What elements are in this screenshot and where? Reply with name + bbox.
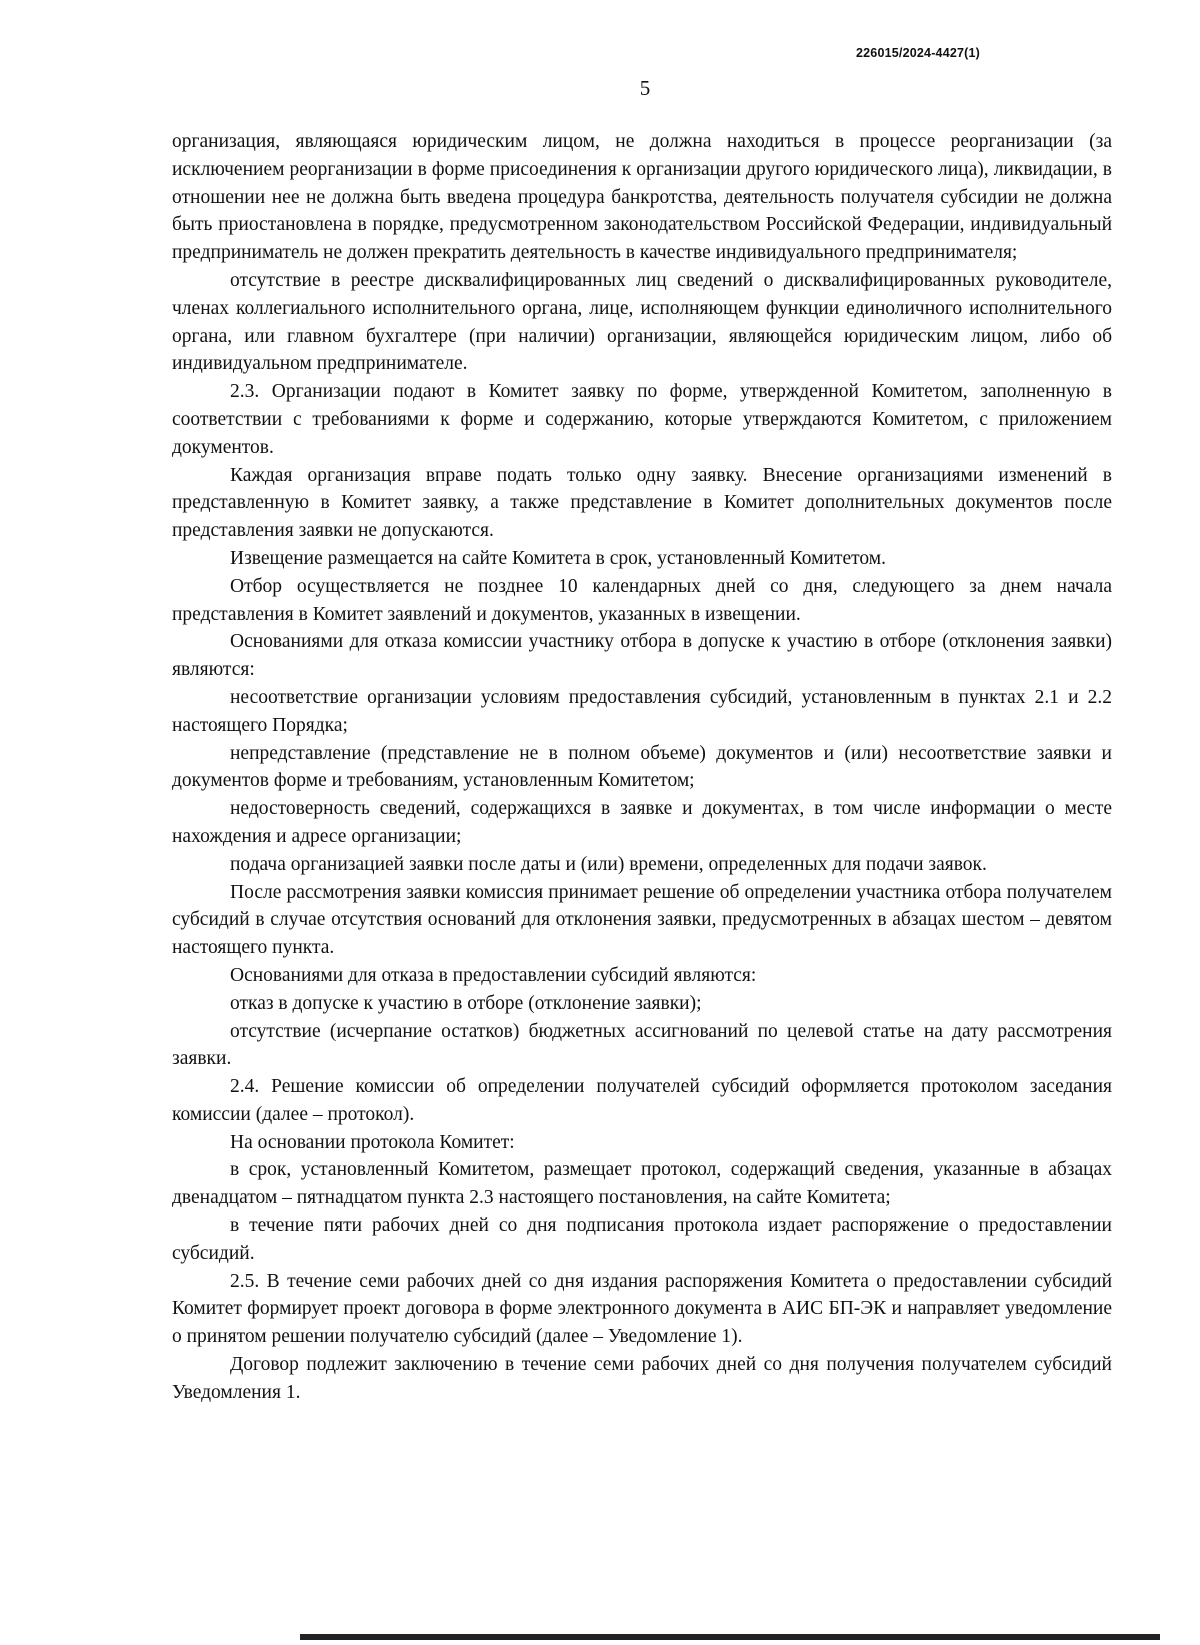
paragraph-1: организация, являющаяся юридическим лицом, не должна находиться в процессе реорганизации (за исключением реорганизации в форме присоединения к организации другого юридического лица), ликвидации, в отношении нее не должна быть введена процедура банкротства, деятельность получателя субсидии не должна быть приостановлена в порядке, предусмотренном законодательством Российской Федерации, индивидуальный предприниматель не должен прекратить деятельность в качестве индивидуального предпринимателя;	[172, 131, 1112, 264]
paragraph-2: отсутствие в реестре дисквалифицированных лиц сведений о дисквалифицированных руководителе, членах коллегиального исполнительного органа, лице, исполняющем функции единоличного исполнительного органа, или главном бухгалтере (при наличии) организации, являющейся юридическим лицом, либо об индивидуальном предпринимателе.	[172, 269, 1112, 375]
paragraph-15: отсутствие (исчерпание остатков) бюджетных ассигнований по целевой статье на дату рассмотрения заявки.	[172, 1020, 1112, 1070]
page-number: 5	[639, 76, 651, 100]
paragraph-16: 2.4. Решение комиссии об определении получателей субсидий оформляется протоколом заседания комиссии (далее – протокол).	[172, 1076, 1112, 1125]
paragraph-4: Каждая организация вправе подать только одну заявку. Внесение организациями изменений в представленную в Комитет заявку, а также представление в Комитет дополнительных документов после представления заявки не допускаются.	[172, 464, 1112, 542]
paragraph-18: в срок, установленный Комитетом, размещает протокол, содержащий сведения, указанные в абзацах двенадцатом – пятнадцатом пункта 2.3 настоящего постановления, на сайте Комитета;	[172, 1159, 1112, 1209]
paragraph-12: После рассмотрения заявки комиссия принимает решение об определении участника отбора получателем субсидий в случае отсутствия оснований для отклонения заявки, предусмотренных в абзацах шестом – девятом настоящего пункта.	[172, 881, 1112, 959]
paragraph-7: Основаниями для отказа комиссии участнику отбора в допуске к участию в отборе (отклонения заявки) являются:	[172, 631, 1112, 681]
footer-rule	[300, 1634, 1160, 1640]
paragraph-10: недостоверность сведений, содержащихся в заявке и документах, в том числе информации о месте нахождения и адресе организации;	[172, 798, 1112, 847]
paragraph-3: 2.3. Организации подают в Комитет заявку по форме, утвержденной Комитетом, заполненную в соответствии с требованиями к форме и содержанию, которые утверждаются Комитетом, с приложением документов.	[172, 381, 1112, 458]
paragraph-9: непредставление (представление не в полном объеме) документов и (или) несоответствие заявки и документов форме и требованиям, установленным Комитетом;	[172, 742, 1112, 792]
paragraph-5: Извещение размещается на сайте Комитета в срок, установленный Комитетом.	[230, 547, 886, 569]
page-body	[172, 128, 1112, 1407]
paragraph-13: Основаниями для отказа в предоставлении субсидий являются:	[230, 964, 757, 986]
paragraph-8: несоответствие организации условиям предоставления субсидий, установленным в пунктах 2.1 и 2.2 настоящего Порядка;	[172, 686, 1112, 736]
paragraph-19: в течение пяти рабочих дней со дня подписания протокола издает распоряжение о предоставлении субсидий.	[172, 1215, 1112, 1264]
paragraph-17: На основании протокола Комитет:	[230, 1131, 515, 1153]
paragraph-14: отказ в допуске к участию в отборе (отклонение заявки);	[230, 992, 702, 1014]
paragraph-11: подача организацией заявки после даты и (или) времени, определенных для подачи заявок.	[230, 853, 987, 875]
document-id: 226015/2024-4427(1)	[856, 46, 981, 60]
paragraph-20: 2.5. В течение семи рабочих дней со дня издания распоряжения Комитета о предоставлении субсидий Комитет формирует проект договора в форме электронного документа в АИС БП-ЭК и направляет уведомление о принятом решении получателю субсидий (далее – Уведомление 1).	[172, 1270, 1112, 1348]
paragraph-6: Отбор осуществляется не позднее 10 календарных дней со дня, следующего за днем начала представления в Комитет заявлений и документов, указанных в извещении.	[172, 575, 1112, 625]
paragraph-21: Договор подлежит заключению в течение семи рабочих дней со дня получения получателем субсидий Уведомления 1.	[172, 1354, 1112, 1403]
